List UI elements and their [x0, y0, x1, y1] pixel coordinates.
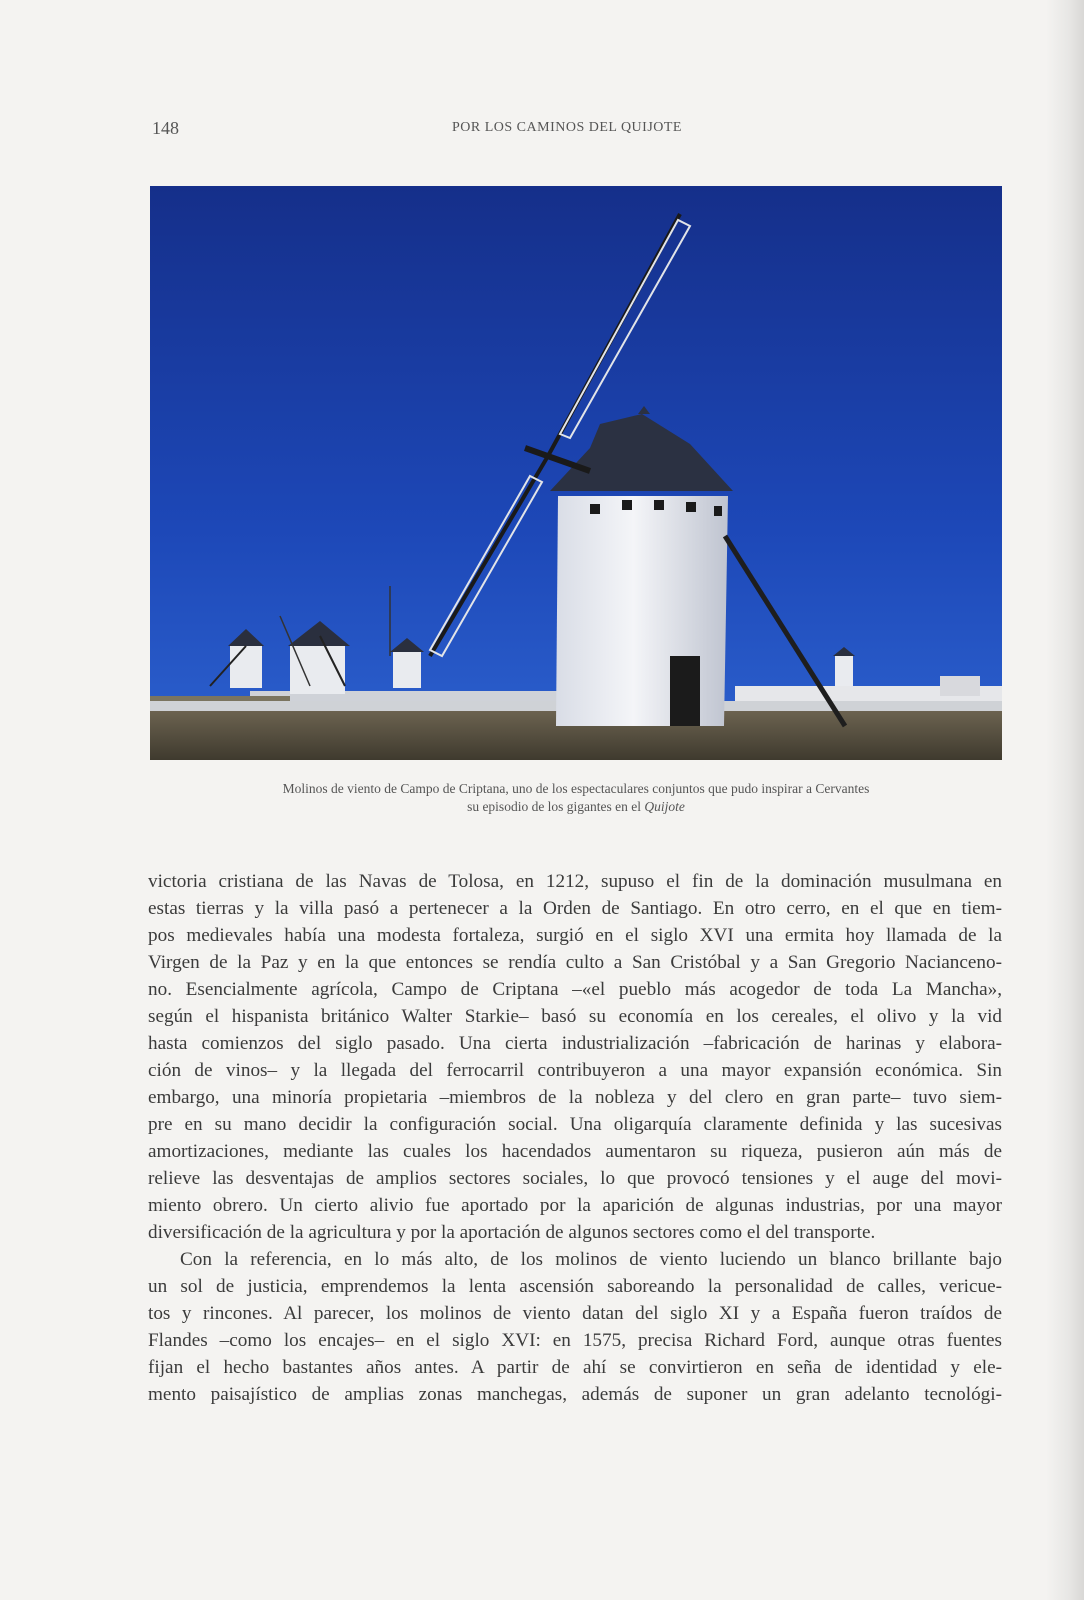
body-line: tos y rincones. Al parecer, los molinos de viento datan del siglo XI y a España fueron traídos de	[148, 1303, 1002, 1324]
caption-line-2	[150, 798, 1002, 816]
caption-book-title: Quijote	[644, 799, 685, 814]
body-line: relieve las desventajas de amplios sectores sociales, lo que provocó tensiones y el auge del movi-	[148, 1168, 1002, 1189]
body-line: diversificación de la agricultura y por la aportación de algunos sectores como el del transporte.	[148, 1222, 876, 1243]
body-line: un sol de justicia, emprendemos la lenta ascensión saboreando la personalidad de calles, vericue-	[148, 1276, 1002, 1297]
body-line: hasta comienzos del siglo pasado. Una cierta industrialización –fabricación de harinas y elabora-	[148, 1033, 1002, 1054]
figure-caption	[150, 780, 1002, 816]
body-line: estas tierras y la villa pasó a pertenecer a la Orden de Santiago. En otro cerro, en el que en tiem-	[148, 898, 1002, 919]
body-line: victoria cristiana de las Navas de Tolosa, en 1212, supuso el fin de la dominación musulmana en	[148, 871, 1002, 892]
body-line: Virgen de la Paz y en la que entonces se rendía culto a San Cristóbal y a San Gregorio Nacianceno-	[148, 952, 1002, 973]
body-line: pre en su mano decidir la configuración social. Una oligarquía claramente definida y las sucesivas	[148, 1114, 1002, 1135]
body-line: pos medievales había una modesta fortaleza, surgió en el siglo XVI una ermita hoy llamada de la	[148, 925, 1002, 946]
body-line: Con la referencia, en lo más alto, de los molinos de viento luciendo un blanco brillante bajo	[180, 1249, 1002, 1270]
running-title: POR LOS CAMINOS DEL QUIJOTE	[452, 120, 682, 135]
body-line: según el hispanista británico Walter Starkie– basó su economía en los cereales, el olivo y la vid	[148, 1006, 1002, 1027]
page-number: 148	[152, 118, 179, 138]
body-line: Flandes –como los encajes– en el siglo XVI: en 1575, precisa Richard Ford, aunque otras fuentes	[148, 1330, 1002, 1351]
body-text	[148, 868, 1002, 1408]
page-edge-shadow	[1046, 0, 1084, 1600]
caption-line-2-text: su episodio de los gigantes en el	[467, 799, 645, 814]
body-line: miento obrero. Un cierto alivio fue aportado por la aparición de algunas industrias, por una mayor	[148, 1195, 1002, 1216]
body-line: amortizaciones, mediante las cuales los hacendados aumentaron su riqueza, pusieron aún más de	[148, 1141, 1002, 1162]
body-line: embargo, una minoría propietaria –miembros de la nobleza y del clero en gran parte– tuvo siem-	[148, 1087, 1002, 1108]
body-line: ción de vinos– y la llegada del ferrocarril contribuyeron a una mayor expansión económica. Sin	[148, 1060, 1002, 1081]
body-line: mento paisajístico de amplias zonas manchegas, además de suponer un gran adelanto tecnológi-	[148, 1384, 1002, 1405]
windmill-photo	[150, 186, 1002, 760]
body-line: no. Esencialmente agrícola, Campo de Criptana –«el pueblo más acogedor de toda La Mancha»,	[148, 979, 1002, 1000]
caption-line-1: Molinos de viento de Campo de Criptana, uno de los espectaculares conjuntos que pudo inspirar a Cervantes	[282, 781, 870, 796]
body-line: fijan el hecho bastantes años antes. A partir de ahí se convirtieron en seña de identidad y ele-	[148, 1357, 1002, 1378]
running-header	[152, 118, 1012, 142]
